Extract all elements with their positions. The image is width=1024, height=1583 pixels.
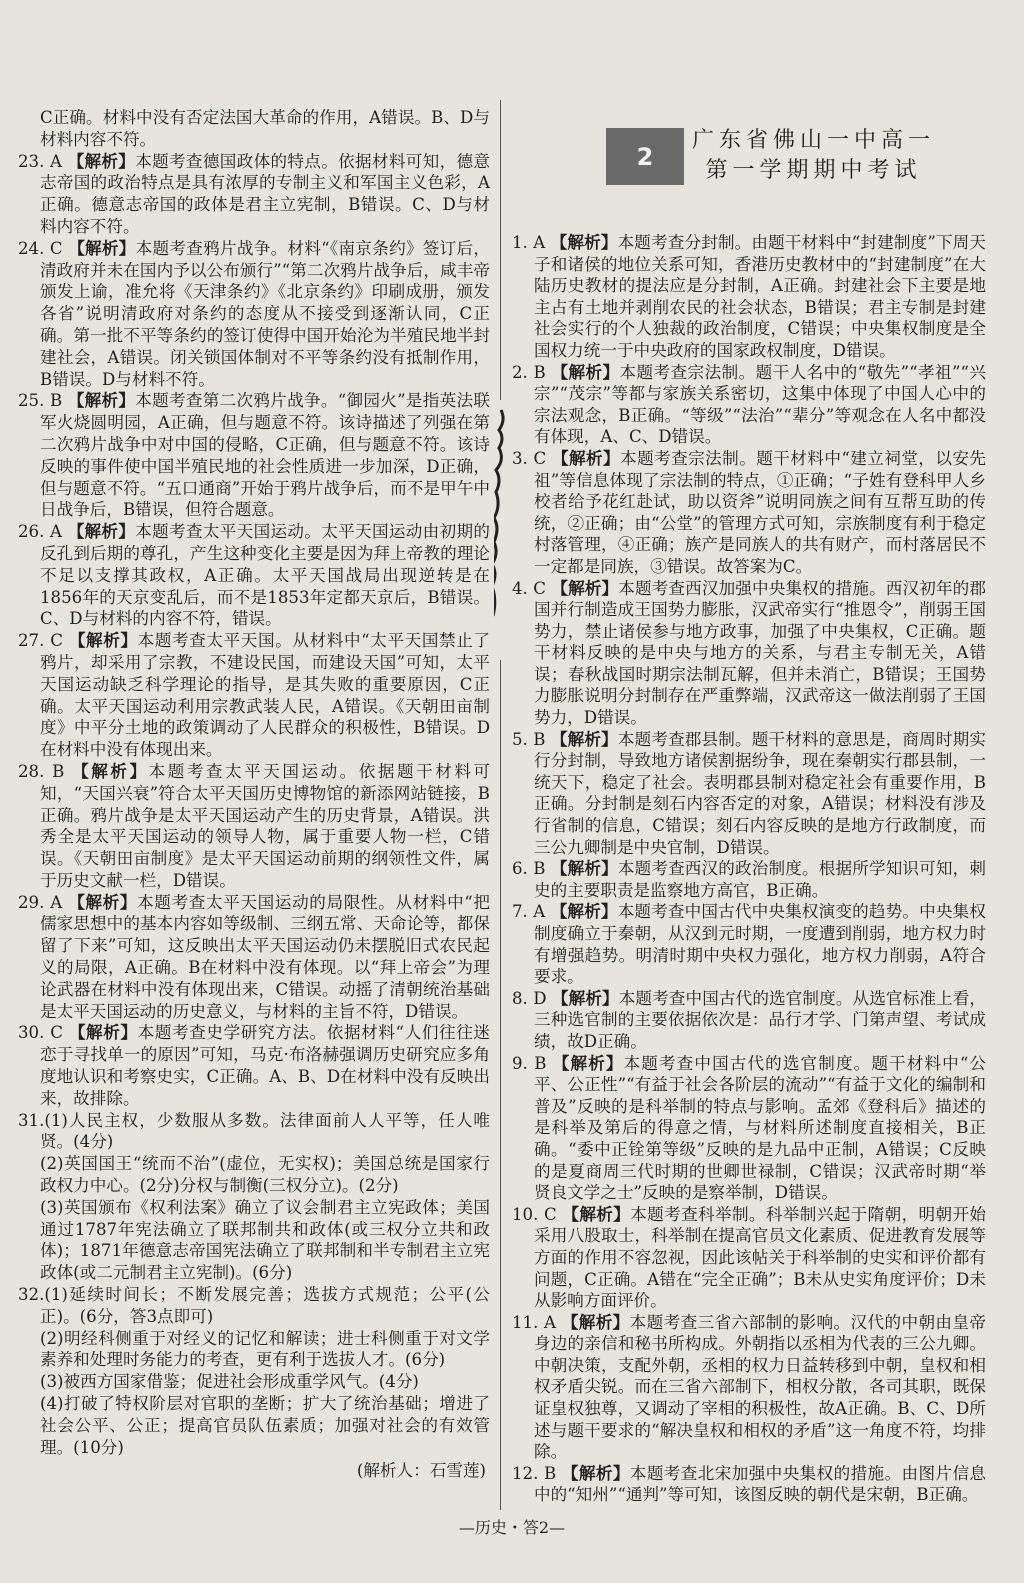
analysis-tag: 【解析】: [550, 859, 618, 879]
analysis-tag: 【解析】: [68, 892, 138, 912]
analysis-tag: 【解析】: [68, 1023, 138, 1043]
analysis-tag: 【解析】: [551, 448, 621, 468]
analysis-text: 本题考查太平天国运动。依据题干材料可知，“天国兴衰”符合太平天国历史博物馆的新添网站链接，B正确。鸦片战争是太平天国运动产生的历史背景，A错误。洪秀全是太平天国运动的领导人物，属于重要人物一栏，C错误。《天朝田亩制度》是太平天国运动前期的纲领性文件，属于历史文献一栏，D错误。: [40, 761, 491, 890]
question-number: 5. B: [512, 729, 546, 749]
answer-item: [18, 151, 490, 238]
analysis-text: 本题考查德国政体的特点。依据材料可知，德意志帝国的政治特点是具有浓厚的专制主义和军国主义色彩，A正确。德意志帝国的政体是君主立宪制，B错误。C、D与材料内容不符。: [40, 151, 490, 236]
analysis-text: 本题考查史学研究方法。依据材料“人们往往迷恋于寻找单一的原因”可知，马克·布洛赫强调历史研究应多角度地认识和考察史实，C正确。A、B、D在材料中没有反映出来，故排除。: [40, 1023, 491, 1108]
answer-item: [18, 1022, 490, 1109]
analysis-text: 本题考查鸦片战争。材料“《南京条约》签订后，清政府并未在国内予以公布颁行”“第二次鸦片战争后，咸丰帝颁发上谕，准允将《天津条约》《北京条约》印刷成册，颁发各省”说明清政府对条约的态度从不接受到逐渐认同，C正确。第一批不平等条约的签订使得中国开始沦为半殖民地半封建社会，A错误。闭关锁国体制对不平等条约没有抵制作用，B错误。D与材料不符。: [40, 238, 490, 389]
question-number: 12. B: [512, 1463, 557, 1483]
question-number: 32.: [18, 1285, 45, 1305]
analysis-text: 本题考查宗法制。题干材料中“建立祠堂，以安先祖”等信息体现了宗法制的特点，①正确；“子姓有登科甲人乡校者给予花红赴试，助以资斧”说明同族之间有互帮互助的传统，②正确；由“公堂”的管理方式可知，宗族制度有利于稳定村落管理，④正确；族产是同族人的共有财产，而村落居民不一定都是同族，③错误。故答案为C。: [534, 448, 987, 576]
answer-item: [512, 1463, 986, 1506]
answer-item: [512, 1312, 986, 1463]
answer-item: [512, 578, 986, 729]
question-number: 1. A: [512, 233, 546, 252]
question-32: [18, 1284, 490, 1458]
analysis-tag: 【解析】: [551, 578, 619, 598]
analysis-text: 本题考查分封制。由题干材料中“封建制度”下周天子和诸侯的地位关系可知，香港历史教材中的“封建制度”在大陆历史教材的提法应是分封制，A正确。封建社会下主要是地主占有土地并剥削农民的社会状态，B错误；君主专制是封建社会实行的个人独裁的政治制度，C错误；中央集权制度是全国权力统一于中央政府的国家政权制度，D错误。: [534, 233, 987, 360]
question-number: 8. D: [512, 988, 547, 1008]
question-number: 10. C: [512, 1204, 557, 1224]
answer-item: [512, 362, 986, 448]
question-number: 2. B: [512, 362, 546, 382]
answer-part: (1)人民主权，少数服从多数。法律面前人人平等，任人唯贤。(4分): [40, 1110, 490, 1152]
analysis-text: 本题考查西汉加强中央集权的措施。西汉初年的郡国并行制造成王国势力膨胀，汉武帝实行“推恩令”，削弱王国势力，禁止诸侯参与地方政事，加强了中央集权，C正确。题干材料反映的是中央与地方的关系，与君主专制无关，A错误；春秋战国时期宗法制瓦解，但并未消亡，B错误；王国势力膨胀说明分封制存在严重弊端，汉武帝这一做法削弱了王国势力，D错误。: [534, 578, 986, 728]
analysis-tag: 【解析】: [552, 1053, 624, 1073]
analysis-tag: 【解析】: [68, 631, 138, 651]
answer-item: [512, 858, 986, 901]
question-number: 11. A: [512, 1312, 557, 1332]
question-number: 26. A: [18, 522, 62, 542]
question-number: 30. C: [18, 1023, 63, 1043]
continuation-text: C正确。材料中没有否定法国大革命的作用，A错误。B、D与材料内容不符。: [40, 108, 490, 149]
question-number: 25. B: [18, 391, 63, 411]
analysis-tag: 【解析】: [561, 1463, 630, 1483]
answer-item: [18, 390, 490, 521]
question-number: 29. A: [18, 892, 63, 912]
analysis-tag: 【解析】: [561, 1312, 630, 1332]
analysis-tag: 【解析】: [551, 362, 620, 382]
left-column: [18, 107, 490, 1499]
answer-item: [512, 729, 986, 859]
analysis-tag: 【解析】: [551, 988, 619, 1008]
author-credit: (解析人：石雪莲): [356, 1461, 486, 1481]
analysis-text: 本题考查太平天国运动。太平天国运动由初期的反孔到后期的尊孔，产生这种变化主要是因为拜上帝教的理论不足以支撑其政权，A正确。太平天国战局出现逆转是在1856年的天京变乱后，而不是1853年定都天京后，B错误。C、D与材料的内容不符，错误。: [40, 522, 490, 629]
answer-item: [18, 892, 490, 1023]
analysis-text: 本题考查中国古代的选官制度。从选官标准上看，三种选官制的主要依据依次是：品行才学、门第声望、考试成绩，故D正确。: [534, 988, 987, 1051]
analysis-tag: 【解析】: [68, 238, 136, 258]
analysis-tag: 【解析】: [550, 233, 618, 252]
question-number: 7. A: [512, 902, 546, 922]
section-title-line2: 第一学期期中考试: [705, 158, 922, 183]
question-number: 4. C: [512, 578, 546, 598]
analysis-text: 本题考查太平天国。从材料中“太平天国禁止了鸦片，却采用了宗教，不建设民国，而建设天国”可知，太平天国运动缺乏科学理论的指导，是其失败的重要原因，C正确。太平天国运动利用宗教武装人民，A错误。《天朝田亩制度》中平分土地的政策调动了人民群众的积极性，B错误。D在材料中没有体现出来。: [40, 631, 491, 760]
analysis-tag: 【解析】: [72, 761, 149, 781]
answer-item: [512, 1053, 986, 1204]
answer-item: [18, 521, 490, 630]
analysis-text: 本题考查三省六部制的影响。汉代的中朝由皇帝身边的亲信和秘书所构成。外朝指以丞相为代表的三公九卿。中朝决策，支配外朝，丞相的权力日益转移到中朝，皇权和相权矛盾尖锐。而在三省六部制下，相权分散，各司其职，既保证皇权独尊，又调动了宰相的积极性，故A正确。B、C、D所述与题干要求的“解决皇权和相权的矛盾”这一角度不符，均排除。: [534, 1312, 986, 1462]
answer-part: (1)延续时间长；不断发展完善；选拔方式规范；公平(公正)。(6分，答3点即可): [40, 1285, 490, 1326]
question-31: [18, 1110, 490, 1284]
right-column: [512, 232, 986, 1506]
analysis-text: 本题考查太平天国运动的局限性。从材料中“把儒家思想中的基本内容如等级制、三纲五常、天命论等，都保留了下来”可知，这反映出太平天国运动仍未摆脱旧式农民起义的局限，A正确。B在材料中没有体现。以“拜上帝会”为理论武器在材料中没有体现出来，C错误。动摇了清朝统治基础是太平天国运动的历史意义，与材料的主旨不符，D错误。: [40, 892, 490, 1021]
analysis-tag: 【解析】: [550, 902, 618, 922]
analysis-tag: 【解析】: [67, 391, 136, 411]
answer-part: (3)英国颁布《权利法案》确立了议会制君主立宪政体；美国通过1787年宪法确立了联邦制共和政体(或三权分立共和政体)；1871年德意志帝国宪法确立了联邦制和半专制君主立宪政体(或二元制君主立宪制)。(6分): [40, 1197, 490, 1283]
question-number: 3. C: [512, 448, 547, 468]
answer-item: [512, 901, 986, 987]
analysis-text: 本题考查宗法制。题干人名中的“敬先”“孝祖”“兴宗”“茂宗”等都与家族关系密切，这集中体现了中国人心中的宗法观念，B正确。“等级”“法治”“辈分”等观念在人名中都没有体现，A、C、D错误。: [534, 362, 987, 447]
analysis-tag: 【解析】: [562, 1204, 631, 1224]
question-number: 28. B: [18, 761, 65, 781]
answer-item: [18, 630, 490, 761]
analysis-text: 本题考查中国古代的选官制度。题干材料中“公平、公正性”“有益于社会各阶层的流动”“有益于文化的编制和普及”反映的是科举制的特点与影响。孟郊《登科后》描述的是科举及第后的得意之情，与材料所述制度直接相关，B正确。“委中正铨第等级”反映的是九品中正制，A错误；C反映的是夏商周三代时期的世卿世禄制，C错误；汉武帝时期“举贤良文学之士”反映的是察举制，D错误。: [534, 1053, 987, 1203]
analysis-tag: 【解析】: [67, 522, 136, 542]
analysis-text: 本题考查西汉的政治制度。根据所学知识可知，刺史的主要职责是监察地方高官，B正确。: [534, 859, 986, 900]
column-divider: [500, 100, 501, 1510]
answer-part: (4)打破了特权阶层对官职的垄断；扩大了统治基础；增进了社会公平、公正；提高官员队伍素质；加强对社会的有效管理。(10分): [40, 1394, 490, 1457]
answer-part: (3)被西方国家借鉴；促进社会形成重学风气。(4分): [40, 1372, 419, 1392]
answer-part: (2)明经科侧重于对经义的记忆和解读；进士科侧重于对文学素养和处理时务能力的考查，更有利于选拔人才。(6分): [40, 1328, 490, 1370]
question-number: 31.: [18, 1110, 45, 1130]
question-number: 23. A: [18, 151, 62, 171]
analysis-text: 本题考查科举制。科举制兴起于隋朝，明朝开始采用八股取士，科举制在提高官员文化素质、促进教育发展等方面的作用不容忽视，因此该帖关于科举制的史实和评价都有问题，C正确。A错在“完全正确”；B未从史实角度评价；D未从影响方面评价。: [534, 1204, 986, 1311]
answer-item: [512, 448, 986, 578]
question-number: 6. B: [512, 859, 546, 879]
analysis-text: 本题考查第二次鸦片战争。“御园火”是指英法联军火烧圆明园，A正确，但与题意不符。该诗描述了列强在第二次鸦片战争中对中国的侵略，C正确，但与题意不符。该诗反映的事件使中国半殖民地的社会性质进一步加深，D正确，但与题意不符。“五口通商”开始于鸦片战争后，而不是甲午中日战争后，B错误，但符合题意。: [40, 391, 491, 520]
analysis-tag: 【解析】: [550, 729, 618, 749]
analysis-text: 本题考查中国古代中央集权演变的趋势。中央集权制度确立于秦朝，从汉到元时期，一度遭到削弱，地方权力时有增强趋势。明清时期中央权力强化，地方权力削弱，A符合要求。: [534, 902, 987, 987]
analysis-tag: 【解析】: [67, 151, 136, 171]
answer-item: [18, 238, 490, 391]
page-footer: —历史・答2—: [458, 1518, 566, 1537]
analysis-text: 本题考查北宋加强中央集权的措施。由图片信息中的“知州”“通判”等可知，该图反映的朝代是宋朝，B正确。: [534, 1463, 987, 1505]
answer-item: [512, 232, 986, 362]
question-number: 24. C: [18, 238, 63, 258]
question-number: 9. B: [512, 1053, 547, 1073]
answer-part: (2)英国国王“统而不治”(虚位，无实权)；美国总统是国家行政权力中心。(2分)分权与制衡(三权分立)。(2分): [40, 1154, 490, 1196]
section-number-badge: 2: [606, 128, 684, 185]
answer-item: [512, 1204, 986, 1312]
question-number: 27. C: [18, 631, 63, 651]
answer-item: [512, 988, 986, 1053]
section-title-line1: 广东省佛山一中高一: [692, 128, 936, 153]
section-title: [692, 126, 935, 186]
handwritten-scribble: [494, 400, 508, 660]
analysis-text: 本题考查郡县制。题干材料的意思是，商周时期实行分封制，导致地方诸侯割据纷争，现在秦朝实行郡县制，一统天下，稳定了社会。表明郡县制对稳定社会有重要作用，B正确。分封制是刻石内容否定的对象，A错误；材料没有涉及行省制的信息，C错误；刻石内容反映的是地方行政制度，而三公九卿制是中央官制，D错误。: [534, 729, 986, 857]
answer-item: [18, 761, 490, 892]
